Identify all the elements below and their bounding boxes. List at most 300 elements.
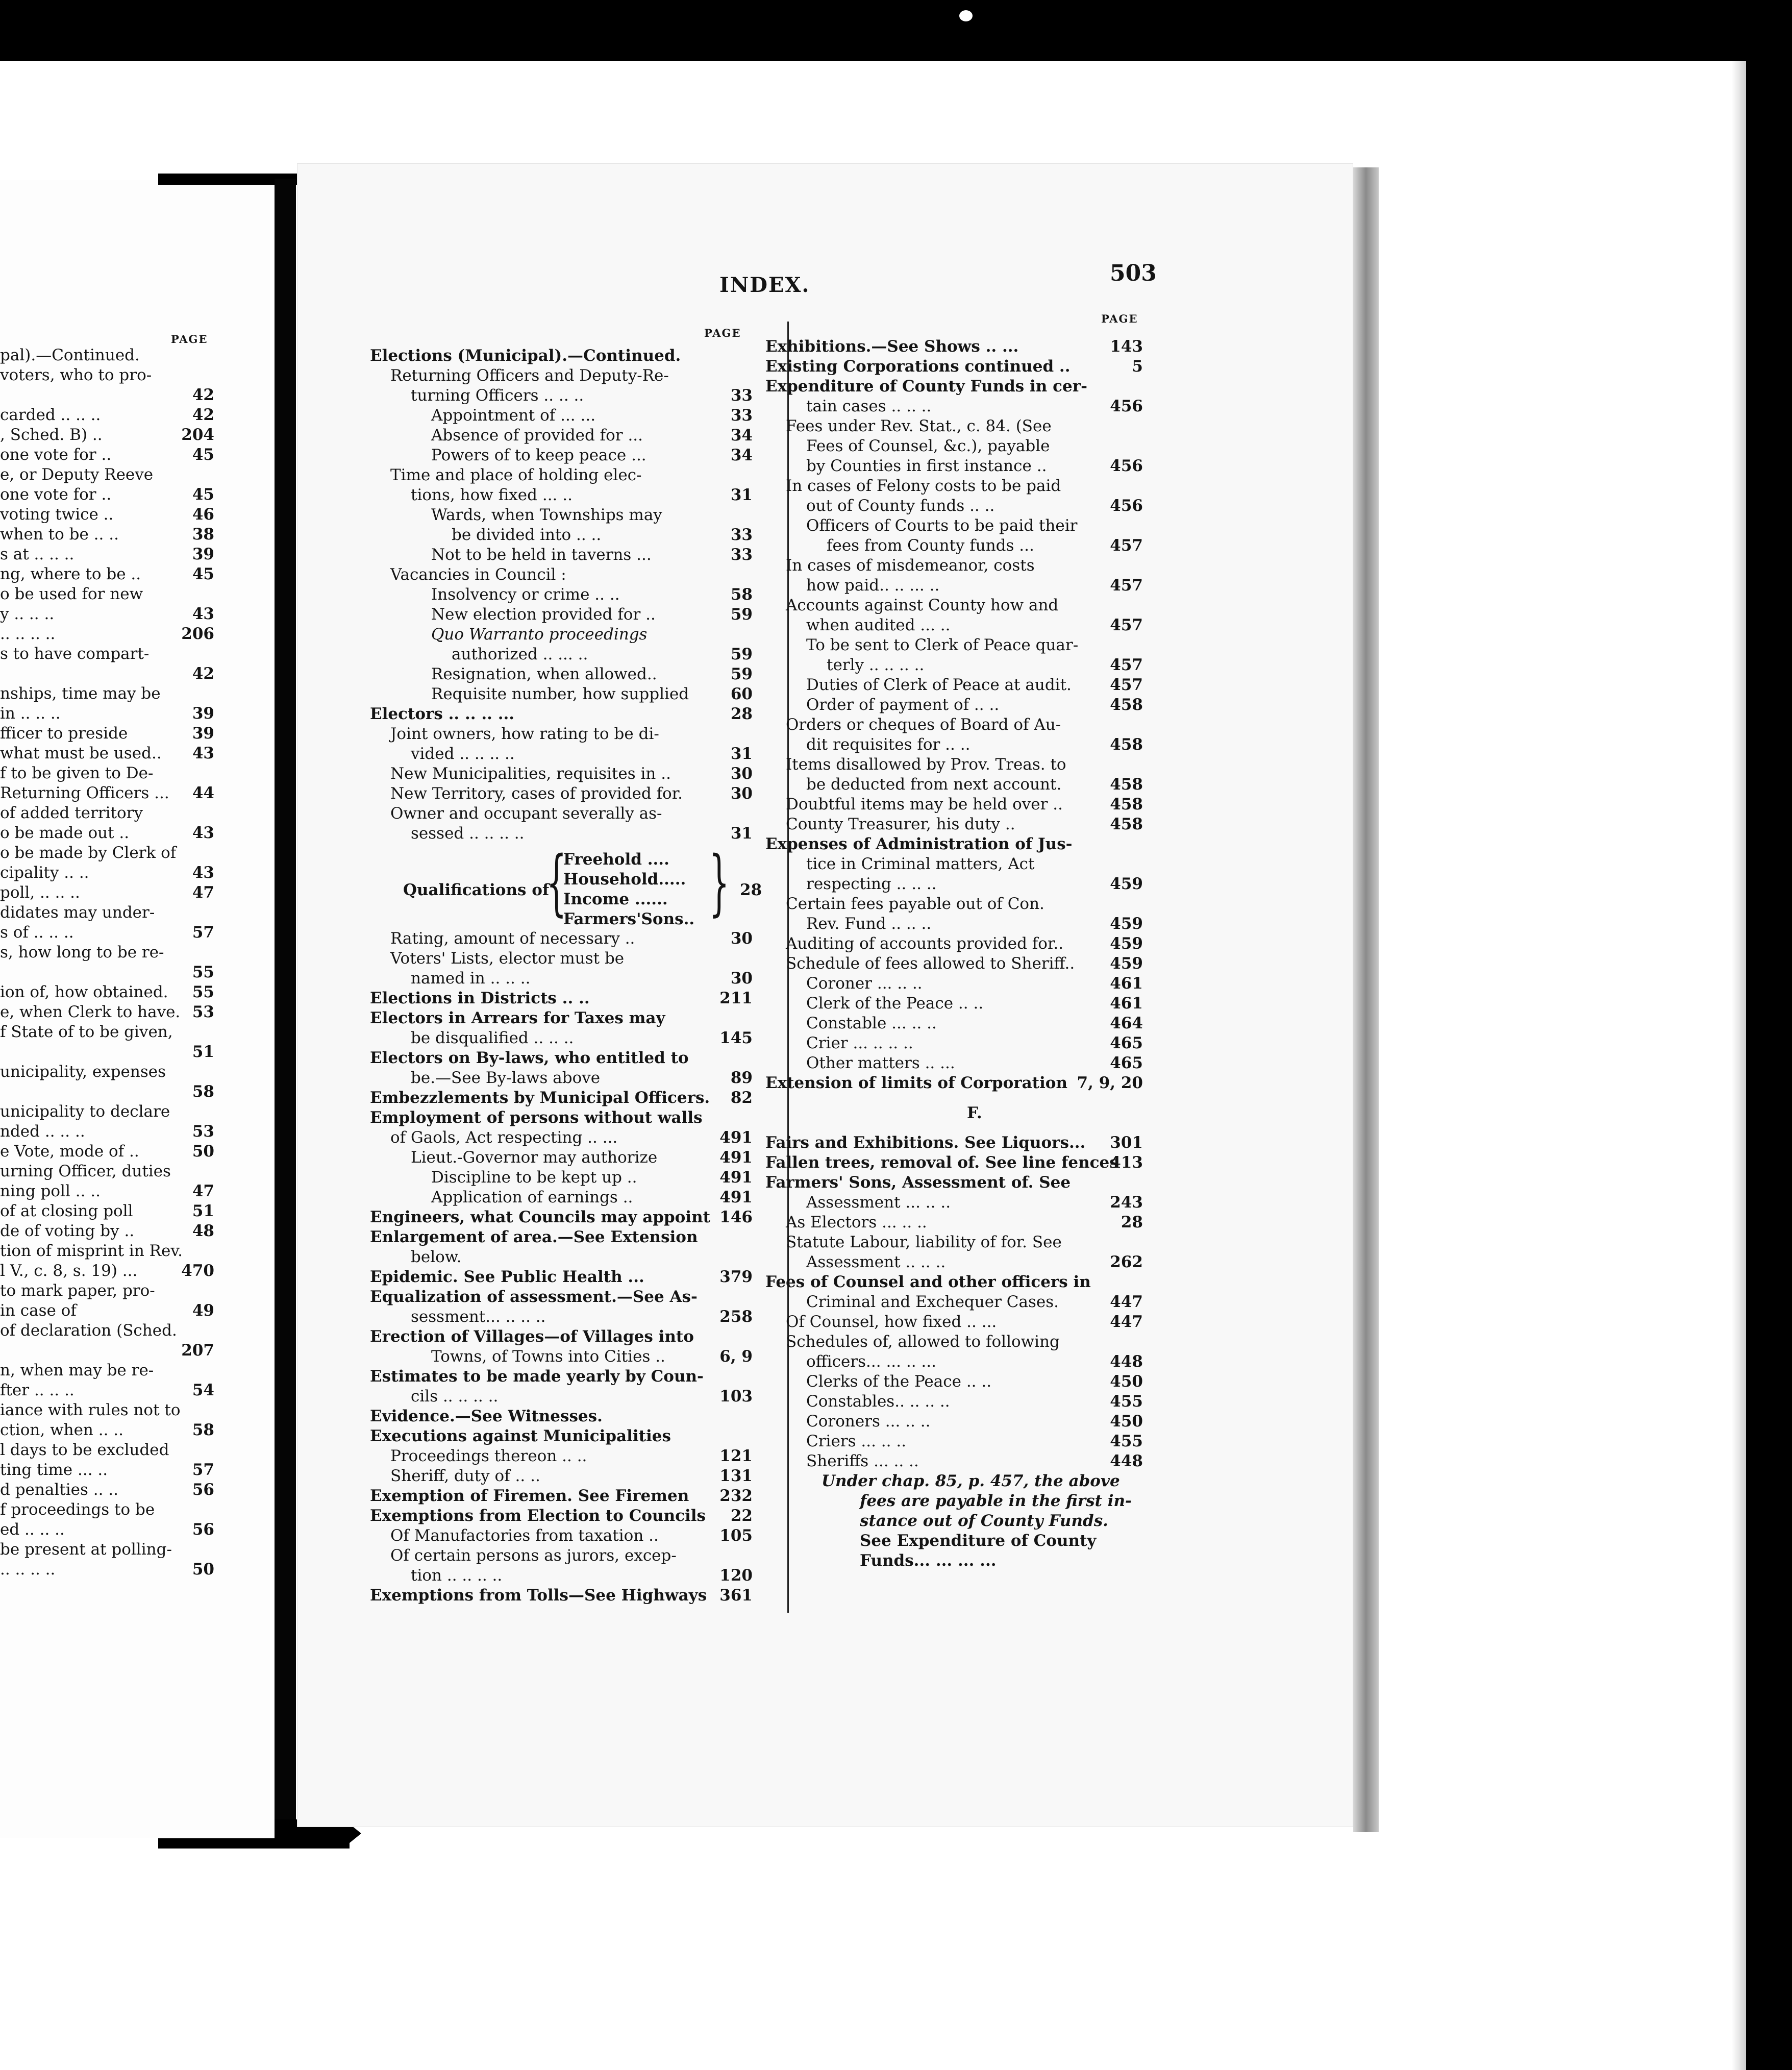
- index-entry-text: authorized .. ... ..: [452, 645, 588, 663]
- index-entry-page: 30: [730, 765, 753, 783]
- index-entry-text: voting twice ..: [0, 505, 114, 524]
- index-entry-text: be present at polling-: [0, 1540, 172, 1559]
- index-entry-text: In cases of misdemeanor, costs: [786, 556, 1035, 575]
- index-entry-page: 43: [192, 744, 214, 762]
- index-entry-text: Elections (Municipal).—Continued.: [370, 347, 681, 365]
- index-entry-text: Electors .. .. .. ...: [370, 705, 515, 723]
- index-entry-text: Extension of limits of Corporation: [765, 1074, 1067, 1092]
- index-entry: [370, 1267, 753, 1287]
- index-entry-page: 459: [1110, 934, 1143, 953]
- index-entry-text: Expenses of Administration of Jus-: [765, 835, 1073, 853]
- index-entry-page: 56: [192, 1481, 214, 1499]
- index-entry-text: Epidemic. See Public Health ...: [370, 1268, 644, 1286]
- index-entry: [765, 894, 1143, 914]
- index-entry-text: County Treasurer, his duty ..: [786, 815, 1015, 833]
- index-entry-text: of added territory: [0, 804, 143, 822]
- index-entry-text: Statute Labour, liability of for. See: [786, 1233, 1062, 1251]
- index-entry-page: 33: [730, 406, 753, 425]
- index-entry-text: when audited ... ..: [806, 616, 951, 634]
- qualifications-items: [563, 850, 694, 929]
- index-entry: [765, 1432, 1143, 1451]
- index-entry-page: 450: [1110, 1412, 1143, 1431]
- index-entry: [0, 1221, 214, 1241]
- index-entry-text: Electors in Arrears for Taxes may: [370, 1009, 665, 1027]
- index-entry: [765, 934, 1143, 954]
- index-entry-text: pal).—Continued.: [0, 346, 140, 364]
- index-entry: [765, 974, 1143, 994]
- index-entry: [0, 1321, 214, 1341]
- index-entry: [765, 615, 1143, 635]
- index-entry: [0, 1420, 214, 1440]
- index-entry-text: de of voting by ..: [0, 1222, 135, 1240]
- index-entry: [370, 446, 753, 465]
- index-entry-text: officers... ... .. ...: [806, 1352, 936, 1371]
- index-entry: [370, 1407, 753, 1426]
- index-entry: [370, 1048, 753, 1068]
- index-entry-page: 51: [192, 1202, 214, 1220]
- index-entry-page: 54: [192, 1381, 214, 1399]
- index-entry-text: e, or Deputy Reeve: [0, 465, 154, 484]
- index-entry-text: of Gaols, Act respecting .. ...: [390, 1128, 618, 1147]
- right-page-edge: [1353, 167, 1379, 1832]
- index-entry: [0, 664, 214, 684]
- index-entry-text: of declaration (Sched.: [0, 1321, 177, 1340]
- index-entry-text: named in .. .. ..: [411, 969, 531, 988]
- index-entry: [765, 1412, 1143, 1432]
- index-entry-page: 82: [730, 1089, 753, 1107]
- left-page: [0, 180, 292, 1838]
- index-entry: [0, 1201, 214, 1221]
- index-entry-text: sessment... .. .. ..: [411, 1308, 546, 1326]
- index-entry-page: 59: [730, 645, 753, 663]
- index-entry: [0, 783, 214, 803]
- index-entry: [370, 585, 753, 605]
- index-entry-page: 459: [1110, 915, 1143, 933]
- index-entry-text: Requisite number, how supplied: [431, 685, 689, 703]
- index-entry-page: 57: [192, 923, 214, 942]
- index-entry-text: Farmers' Sons, Assessment of. See: [765, 1173, 1071, 1192]
- index-entry-page: 103: [719, 1387, 753, 1406]
- index-entry: [370, 1327, 753, 1347]
- index-entry-page: 457: [1110, 616, 1143, 634]
- index-entry-text: Absence of provided for ...: [431, 426, 643, 445]
- index-entry-text: be divided into .. ..: [452, 526, 602, 544]
- index-entry-text: Schedule of fees allowed to Sheriff..: [786, 954, 1075, 973]
- index-entry: [370, 645, 753, 664]
- index-entry-text: dit requisites for .. ..: [806, 735, 970, 754]
- index-entry-page: 455: [1110, 1432, 1143, 1450]
- index-entry-text: Sheriff, duty of .. ..: [390, 1467, 540, 1485]
- index-entry-text: Constables.. .. .. ..: [806, 1392, 950, 1411]
- index-entry: [765, 556, 1143, 576]
- right-index-column: [765, 337, 1143, 1571]
- index-entry: [370, 605, 753, 625]
- index-entry-page: 42: [192, 406, 214, 424]
- index-entry-text: Engineers, what Councils may appoint: [370, 1208, 710, 1226]
- middle-page-label: PAGE: [704, 327, 741, 339]
- index-entry-text: y .. .. ..: [0, 605, 55, 623]
- index-entry: [0, 982, 214, 1002]
- index-entry-page: 33: [730, 526, 753, 544]
- index-entry: [370, 1307, 753, 1327]
- index-entry-text: Exemptions from Election to Councils: [370, 1507, 706, 1525]
- index-entry-page: 105: [719, 1526, 753, 1545]
- index-entry-text: Elections in Districts .. ..: [370, 989, 590, 1007]
- index-entry-text: fees from County funds ...: [827, 536, 1034, 555]
- index-entry: [370, 989, 753, 1008]
- index-entry-text: Schedules of, allowed to following: [786, 1333, 1060, 1351]
- index-entry-page: 28: [1121, 1213, 1143, 1231]
- index-entry: [0, 963, 214, 982]
- index-entry-text: cils .. .. .. ..: [411, 1387, 499, 1406]
- index-entry-page: 470: [181, 1262, 214, 1280]
- index-entry-text: Rating, amount of necessary ..: [390, 929, 635, 948]
- index-entry-page: 44: [192, 784, 214, 802]
- index-entry-text: tain cases .. .. ..: [806, 397, 932, 415]
- right-brace: }: [709, 841, 730, 924]
- index-entry: [765, 1372, 1143, 1392]
- index-entry: [370, 545, 753, 565]
- index-entry-page: 465: [1110, 1054, 1143, 1072]
- index-entry: [0, 943, 214, 963]
- index-entry-text: As Electors ... .. ..: [786, 1213, 927, 1231]
- index-entry-page: 34: [730, 446, 753, 464]
- index-entry-text: to mark paper, pro-: [0, 1282, 155, 1300]
- index-entry: [370, 465, 753, 485]
- index-entry-text: d penalties .. ..: [0, 1481, 119, 1499]
- index-entry-text: be deducted from next account.: [806, 775, 1062, 794]
- index-entry-page: 459: [1110, 875, 1143, 893]
- index-entry: [0, 863, 214, 883]
- index-entry-text: ion of, how obtained.: [0, 983, 168, 1001]
- index-entry-page: 120: [719, 1566, 753, 1585]
- index-entry: [0, 1480, 214, 1500]
- index-entry: [0, 903, 214, 923]
- index-entry: [0, 803, 214, 823]
- index-entry: [0, 405, 214, 425]
- index-entry-page: 31: [730, 486, 753, 504]
- index-entry: [765, 1014, 1143, 1033]
- index-entry-text: unicipality to declare: [0, 1102, 170, 1121]
- index-entry-text: Order of payment of .. ..: [806, 696, 1000, 714]
- index-entry-page: 47: [192, 883, 214, 902]
- index-entry-page: 43: [192, 605, 214, 623]
- index-entry: [765, 795, 1143, 815]
- index-entry-text: voters, who to pro-: [0, 366, 152, 384]
- index-entry-text: fter .. .. ..: [0, 1381, 74, 1399]
- index-entry: [0, 1181, 214, 1201]
- note-line-text: stance out of County Funds.: [860, 1512, 1108, 1530]
- index-entry: [0, 704, 214, 724]
- index-entry: [765, 695, 1143, 715]
- qualification-item: Freehold ....: [563, 850, 669, 869]
- index-entry: [765, 576, 1143, 596]
- index-entry: [0, 1301, 214, 1321]
- index-entry: [0, 1341, 214, 1361]
- index-entry: [0, 1062, 214, 1082]
- index-entry: [765, 874, 1143, 894]
- index-entry-page: 131: [719, 1467, 753, 1485]
- index-entry: [0, 1540, 214, 1560]
- index-entry-text: Exemptions from Tolls—See Highways: [370, 1586, 707, 1605]
- index-entry: [370, 1466, 753, 1486]
- index-entry-text: e Vote, mode of ..: [0, 1142, 139, 1161]
- index-entry: [0, 525, 214, 545]
- index-entry-page: 30: [730, 929, 753, 948]
- qualifications-page: 28: [740, 881, 762, 899]
- index-entry: [765, 994, 1143, 1014]
- index-entry-page: 206: [181, 625, 214, 643]
- index-entry: [370, 949, 753, 969]
- index-entry-page: 53: [192, 1122, 214, 1141]
- index-entry: [370, 929, 753, 949]
- index-entry: [765, 456, 1143, 476]
- index-entry-page: 458: [1110, 735, 1143, 754]
- qualification-item: Household.....: [563, 870, 686, 889]
- index-entry-text: Clerk of the Peace .. ..: [806, 994, 984, 1013]
- index-entry: [0, 624, 214, 644]
- index-entry-text: Vacancies in Council :: [390, 565, 566, 584]
- index-entry-text: l days to be excluded: [0, 1441, 169, 1459]
- index-entry-page: 58: [730, 585, 753, 604]
- middle-index-column-bottom: [370, 929, 753, 1606]
- index-entry: [0, 1261, 214, 1281]
- index-entry-page: 459: [1110, 954, 1143, 973]
- index-entry-page: 39: [192, 545, 214, 563]
- index-entry-page: 55: [192, 983, 214, 1001]
- index-entry: [0, 1002, 214, 1022]
- index-entry-page: 34: [730, 426, 753, 445]
- index-entry: [765, 436, 1143, 456]
- index-entry-page: 7, 9, 20: [1077, 1074, 1143, 1092]
- index-entry: [370, 784, 753, 804]
- index-entry: [765, 416, 1143, 436]
- index-entry-text: ning poll .. ..: [0, 1182, 101, 1200]
- index-entry-text: Assessment ... .. ..: [806, 1193, 951, 1212]
- index-entry: [0, 1400, 214, 1420]
- index-entry-text: Fairs and Exhibitions. See Liquors...: [765, 1133, 1086, 1152]
- index-entry-text: New election provided for ..: [431, 605, 656, 624]
- index-entry-page: 465: [1110, 1034, 1143, 1052]
- index-entry: [765, 1233, 1143, 1252]
- index-entry-text: tions, how fixed ... ..: [411, 486, 573, 504]
- index-entry: [765, 476, 1143, 496]
- index-entry-text: sessed .. .. .. ..: [411, 824, 525, 843]
- index-entry-page: 211: [719, 989, 753, 1007]
- index-entry-page: 301: [1110, 1133, 1143, 1152]
- index-entry-text: in case of: [0, 1301, 77, 1320]
- index-entry-text: be.—See By-laws above: [411, 1069, 601, 1087]
- index-entry: [0, 823, 214, 843]
- index-entry-page: 55: [192, 963, 214, 981]
- note-line-text: Under chap. 85, p. 457, the above: [822, 1472, 1120, 1490]
- index-entry-text: Towns, of Towns into Cities ..: [431, 1347, 665, 1366]
- index-entry-text: o be made by Clerk of: [0, 844, 177, 862]
- note-line-text: Funds... ... ... ...: [860, 1551, 997, 1570]
- index-entry-text: by Counties in first instance ..: [806, 457, 1047, 475]
- index-entry: [0, 604, 214, 624]
- index-entry-text: carded .. .. ..: [0, 406, 101, 424]
- index-entry: [370, 664, 753, 684]
- index-entry-page: 50: [192, 1142, 214, 1161]
- index-entry-text: Exemption of Firemen. See Firemen: [370, 1487, 689, 1505]
- index-entry-page: 413: [1110, 1153, 1143, 1172]
- index-entry-page: 42: [192, 386, 214, 404]
- index-entry: [370, 1546, 753, 1566]
- index-entry: [370, 1446, 753, 1466]
- microfilm-border-top: [0, 0, 1792, 61]
- index-entry: [0, 1500, 214, 1520]
- index-entry-page: 22: [730, 1507, 753, 1525]
- index-entry-text: below.: [411, 1248, 462, 1266]
- index-entry-text: Resignation, when allowed..: [431, 665, 657, 683]
- index-entry: [370, 1068, 753, 1088]
- index-entry-text: one vote for ..: [0, 485, 112, 504]
- index-entry-page: 51: [192, 1043, 214, 1061]
- index-entry: [0, 365, 214, 385]
- index-entry-text: , Sched. B) ..: [0, 426, 103, 444]
- qualification-item: Income ......: [563, 890, 668, 908]
- index-entry-text: Returning Officers ...: [0, 784, 169, 802]
- index-entry: [0, 684, 214, 704]
- index-entry-text: poll, .. .. ..: [0, 883, 80, 902]
- index-entry-text: n, when may be re-: [0, 1361, 154, 1379]
- index-entry-page: 31: [730, 824, 753, 843]
- index-entry-text: vided .. .. .. ..: [411, 745, 515, 763]
- index-entry: [370, 804, 753, 824]
- index-entry-text: Criers ... .. ..: [806, 1432, 907, 1450]
- index-entry-text: f proceedings to be: [0, 1500, 155, 1519]
- index-entry: [0, 843, 214, 863]
- index-entry: [370, 386, 753, 406]
- index-entry: [765, 1392, 1143, 1412]
- index-entry-page: 38: [192, 525, 214, 544]
- index-entry: [765, 1033, 1143, 1053]
- index-entry: [0, 1520, 214, 1540]
- index-entry-page: 48: [192, 1222, 214, 1240]
- index-entry: [0, 1361, 214, 1381]
- index-entry: [765, 596, 1143, 615]
- index-entry-text: what must be used..: [0, 744, 162, 762]
- index-entry-page: 456: [1110, 397, 1143, 415]
- index-entry-text: cipality .. ..: [0, 864, 89, 882]
- index-entry-page: 28: [730, 705, 753, 723]
- index-entry-text: Sheriffs ... .. ..: [806, 1452, 919, 1470]
- index-entry-text: Embezzlements by Municipal Officers.: [370, 1089, 710, 1107]
- index-entry: [370, 1108, 753, 1128]
- index-entry-page: 30: [730, 969, 753, 988]
- index-entry: [765, 1133, 1143, 1153]
- index-entry: [370, 1287, 753, 1307]
- index-entry: [370, 1148, 753, 1168]
- index-entry-page: 46: [192, 505, 214, 524]
- index-entry: [765, 1073, 1143, 1093]
- index-entry: [0, 584, 214, 604]
- index-entry-text: terly .. .. .. ..: [827, 656, 925, 674]
- index-entry-page: 464: [1110, 1014, 1143, 1032]
- index-entry-page: 361: [719, 1586, 753, 1605]
- index-entry-page: 457: [1110, 576, 1143, 595]
- index-entry-text: e, when Clerk to have.: [0, 1003, 181, 1021]
- index-entry-page: 258: [719, 1308, 753, 1326]
- index-entry-page: 379: [719, 1268, 753, 1286]
- index-entry-text: tion of misprint in Rev.: [0, 1242, 183, 1260]
- index-entry: [0, 763, 214, 783]
- index-entry-text: nded .. .. ..: [0, 1122, 85, 1141]
- index-entry: [765, 496, 1143, 516]
- index-entry: [0, 1022, 214, 1042]
- index-entry-text: turning Officers .. .. ..: [411, 386, 584, 405]
- note-line: [765, 1471, 1143, 1491]
- index-entry: [0, 1162, 214, 1181]
- index-entry-text: Returning Officers and Deputy-Re-: [390, 366, 669, 385]
- index-entry-text: Criminal and Exchequer Cases.: [806, 1293, 1059, 1311]
- index-entry: [370, 485, 753, 505]
- index-entry: [370, 505, 753, 525]
- index-entry-text: Quo Warranto proceedings: [431, 625, 648, 644]
- index-entry: [765, 1053, 1143, 1073]
- index-entry-page: 58: [192, 1082, 214, 1101]
- index-entry: [370, 744, 753, 764]
- index-entry: [765, 755, 1143, 775]
- index-entry: [370, 1208, 753, 1227]
- qualifications-label: Qualifications of: [403, 881, 550, 899]
- index-entry: [370, 1506, 753, 1526]
- index-entry: [0, 1042, 214, 1062]
- index-entry: [765, 516, 1143, 536]
- index-entry-page: 458: [1110, 775, 1143, 794]
- index-entry: [765, 914, 1143, 934]
- index-entry-page: 456: [1110, 497, 1143, 515]
- index-entry: [370, 625, 753, 645]
- index-entry: [765, 1451, 1143, 1471]
- index-entry-text: ction, when .. ..: [0, 1421, 124, 1439]
- index-entry: [370, 1247, 753, 1267]
- index-entry-text: Existing Corporations continued ..: [765, 357, 1071, 376]
- index-entry: [765, 1173, 1143, 1193]
- index-entry-text: Executions against Municipalities: [370, 1427, 671, 1445]
- index-entry-page: 461: [1110, 974, 1143, 993]
- index-entry-page: 461: [1110, 994, 1143, 1013]
- index-entry: [765, 635, 1143, 655]
- index-entry: [370, 1088, 753, 1108]
- index-entry-text: Auditing of accounts provided for..: [786, 934, 1064, 953]
- index-entry-text: In cases of Felony costs to be paid: [786, 477, 1061, 495]
- index-entry: [765, 954, 1143, 974]
- index-entry: [0, 1082, 214, 1102]
- index-entry-page: 450: [1110, 1372, 1143, 1391]
- index-entry-page: 5: [1132, 357, 1143, 376]
- index-entry-text: how paid.. .. ... ..: [806, 576, 940, 595]
- index-entry-text: Coroners ... .. ..: [806, 1412, 931, 1431]
- index-entry-text: Orders or cheques of Board of Au-: [786, 716, 1061, 734]
- index-entry-page: 43: [192, 824, 214, 842]
- index-entry-text: Employment of persons without walls: [370, 1108, 703, 1127]
- index-entry: [765, 815, 1143, 834]
- index-entry: [0, 1440, 214, 1460]
- index-entry-text: Expenditure of County Funds in cer-: [765, 377, 1087, 396]
- index-entry: [765, 775, 1143, 795]
- index-entry-page: 145: [719, 1029, 753, 1047]
- index-entry-text: Wards, when Townships may: [431, 506, 662, 524]
- index-entry-text: ng, where to be ..: [0, 565, 141, 583]
- index-entry: [370, 1526, 753, 1546]
- film-edge-highlight: [1732, 61, 1746, 2070]
- index-entry: [0, 465, 214, 485]
- index-entry: [765, 735, 1143, 755]
- index-entry-page: 45: [192, 485, 214, 504]
- page-number: 503: [1110, 260, 1157, 286]
